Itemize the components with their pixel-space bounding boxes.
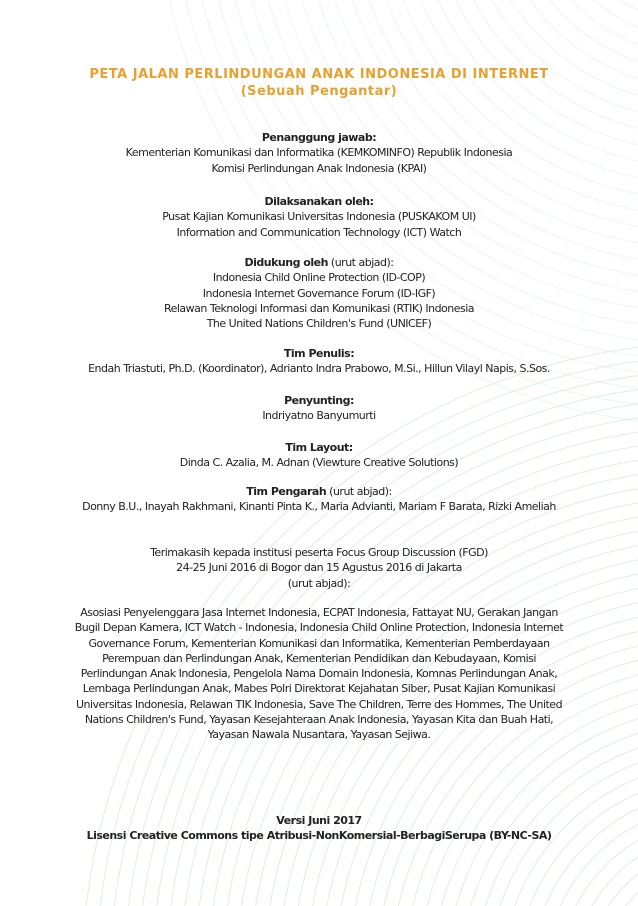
- section-tim-penulis: [0, 346, 638, 377]
- section-heading: Penanggung jawab:: [261, 131, 377, 144]
- section-heading: Tim Penulis:: [283, 347, 355, 360]
- paragraph-line: Perempuan dan Perlindungan Anak, Kementerian Pendidikan dan Kebudayaan, Komisi: [102, 651, 536, 665]
- background-arc: [600, 860, 638, 906]
- section-line: Relawan Teknologi Informasi dan Komunikasi (RTIK) Indonesia: [163, 301, 475, 315]
- section-line: Indonesia Child Online Protection (ID-COP): [212, 271, 426, 285]
- background-arc: [586, 846, 638, 906]
- paragraph-line: Governance Forum, Kementerian Komunikasi dan Informatika, Kementerian Pemberdayaan: [88, 636, 550, 650]
- section-heading: Tim Pengarah: [246, 485, 327, 498]
- section-note: (urut abjad):: [326, 485, 392, 498]
- section-line: (urut abjad):: [287, 576, 351, 590]
- section-line: Pusat Kajian Komunikasi Universitas Indonesia (PUSKAKOM UI): [162, 210, 476, 224]
- section-line: Indriyatno Banyumurti: [262, 409, 376, 423]
- section-line: Indonesia Internet Governance Forum (ID-IGF): [202, 286, 436, 300]
- section-line: Donny B.U., Inayah Rakhmani, Kinanti Pinta K., Maria Advianti, Mariam F Barata, Rizki Ameliah: [82, 500, 556, 514]
- section-line: Endah Triastuti, Ph.D. (Koordinator), Adrianto Indra Prabowo, M.Si., Hillun Vilayl Napis, S.Sos.: [88, 362, 550, 376]
- paragraph-line: Bugil Depan Kamera, ICT Watch - Indonesia, Indonesia Child Online Protection, Indonesia Internet: [74, 621, 564, 635]
- section-heading-row: [0, 484, 638, 499]
- section-heading: Dilaksanakan oleh:: [264, 195, 374, 208]
- section-line: Kementerian Komunikasi dan Informatika (KEMKOMINFO) Republik Indonesia: [125, 146, 513, 160]
- section-didukung: [0, 255, 638, 331]
- paragraph-line: Lembaga Perlindungan Anak, Mabes Polri Direktorat Kejahatan Siber, Pusat Kajian Komunikasi: [82, 682, 556, 696]
- background-arc: [540, 0, 638, 40]
- version-text: Versi Juni 2017: [276, 814, 362, 827]
- background-arc: [556, 0, 638, 24]
- section-heading: Tim Layout:: [285, 441, 353, 454]
- section-line: Dinda C. Azalia, M. Adnan (Viewture Creative Solutions): [179, 456, 459, 470]
- section-heading: Didukung oleh: [244, 256, 328, 269]
- paragraph-line: Perlindungan Anak Indonesia, Pengelola Nama Domain Indonesia, Komnas Perlindungan Anak,: [80, 667, 558, 681]
- background-arc: [364, 0, 638, 216]
- title-line-1: PETA JALAN PERLINDUNGAN ANAK INDONESIA DI INTERNET: [89, 67, 549, 82]
- background-arc: [572, 0, 638, 8]
- paragraph-line: Yayasan Nawala Nusantara, Yayasan Sejiwa.: [207, 728, 431, 742]
- section-institusi: [28, 605, 610, 743]
- license-text: Lisensi Creative Commons tipe Atribusi-NonKomersial-BerbagiSerupa (BY-NC-SA): [86, 829, 552, 843]
- title-line-2: (Sebuah Pengantar): [240, 84, 398, 99]
- section-heading-row: [0, 255, 638, 270]
- section-line: Terimakasih kepada institusi peserta Focus Group Discussion (FGD): [150, 546, 488, 559]
- background-arc: [508, 0, 638, 72]
- footer: [0, 813, 638, 844]
- background-arc: [460, 0, 638, 120]
- section-tim-pengarah: [0, 484, 638, 515]
- background-arc: [524, 0, 638, 56]
- paragraph-line: Asosiasi Penyelenggara Jasa Internet Indonesia, ECPAT Indonesia, Fattayat NU, Gerakan Jangan: [80, 606, 558, 619]
- section-note: (urut abjad):: [327, 256, 394, 269]
- section-penyunting: [0, 393, 638, 424]
- section-terimakasih: [0, 545, 638, 591]
- section-penanggung-jawab: [0, 130, 638, 176]
- paragraph-line: Universitas Indonesia, Relawan TIK Indonesia, Save The Children, Terre des Hommes, The United: [75, 697, 563, 711]
- document-title: [0, 66, 638, 100]
- section-line: Komisi Perlindungan Anak Indonesia (KPAI): [211, 161, 427, 175]
- section-line: The United Nations Children's Fund (UNICEF): [206, 317, 432, 331]
- section-tim-layout: [0, 440, 638, 471]
- section-dilaksanakan: [0, 194, 638, 240]
- paragraph-line: Nations Children's Fund, Yayasan Kesejahteraan Anak Indonesia, Yayasan Kita dan Buah Hati,: [84, 713, 554, 727]
- section-line: Information and Communication Technology (ICT) Watch: [176, 225, 462, 239]
- section-line: 24-25 Juni 2016 di Bogor dan 15 Agustus 2016 di Jakarta: [176, 561, 462, 575]
- section-heading: Penyunting:: [284, 394, 354, 407]
- background-arc: [530, 790, 638, 906]
